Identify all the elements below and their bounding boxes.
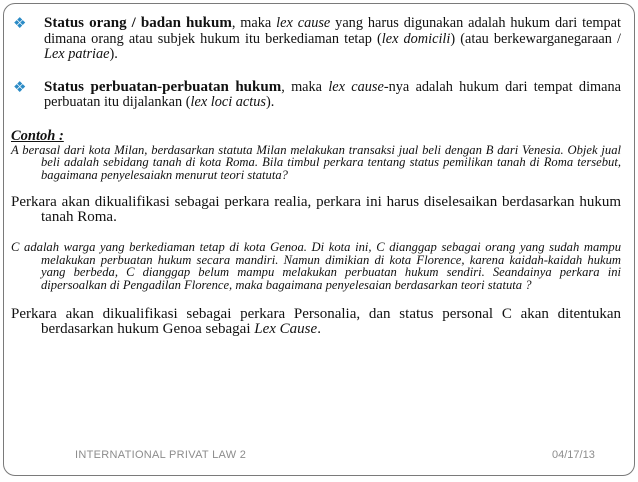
bullet-text: -nya adalah hukum dari tempat dimana perbuatan itu dijalankan ( — [44, 78, 621, 110]
bullet-text: ) (atau berkewarganegaraan / — [450, 30, 621, 47]
bullet-italic: lex loci actus — [190, 94, 266, 110]
bullet-italic: lex cause — [276, 15, 331, 31]
diamond-bullet-icon: ❖ — [13, 14, 27, 32]
slide-content — [11, 16, 621, 337]
footer-title: INTERNATIONAL PRIVAT LAW 2 — [75, 449, 247, 461]
bullet-italic: lex cause — [328, 78, 384, 95]
diamond-bullet-icon: ❖ — [13, 77, 27, 96]
answer-1: Perkara akan dikualifikasi sebagai perkara realia, perkara ini harus diselesaikan berdasarkan hukum tanah Roma. — [11, 193, 621, 225]
answer-2-end: . — [317, 321, 321, 338]
footer-date: 04/17/13 — [552, 449, 595, 461]
contoh-heading: Contoh : — [11, 127, 64, 144]
bullet-text: , maka — [231, 15, 277, 31]
example-1: A berasal dari kota Milan, berdasarkan statuta Milan melakukan transaksi jual beli dengan B dari Venesia. Objek jual beli adalah sebidang tanah di kota Roma. Bila timbul perkara tentang status pemilikan tanah di Roma tersebut, bagaimana penyelesaiakn menurut teori statuta? — [11, 142, 621, 183]
bullet-text: ). — [265, 94, 275, 110]
bullet-text: , maka — [281, 78, 329, 95]
bullet-status-perbuatan — [11, 77, 621, 111]
example-2: C adalah warga yang berkediaman tetap di kota Genoa. Di kota ini, C dianggap sebagai orang yang sudah mampu melakukan perbuatan hukum secara mandiri. Namun dimikian di kota Florence, karena kaidah-kaidah hukum yang berbeda, C dianggap belum mampu melakukan perbuatan hukum sendiri. Seandainya perkara ini dipersoalkan di Pengadilan Florence, maka bagaimana penyelesaian berdasarkan teori statuta ? — [11, 239, 621, 293]
answer-2-italic: Lex Cause — [254, 321, 318, 338]
answer-2-text: Perkara akan dikualifikasi sebagai perkara Personalia, dan status personal C akan ditentukan berdasarkan hukum Genoa sebagai — [11, 306, 621, 338]
slide — [3, 3, 635, 476]
bullet-italic: lex domicili — [381, 30, 451, 47]
bullet-status-orang — [11, 16, 621, 63]
bullet-text: yang harus digunakan adalah hukum dari tempat dimana orang atau subjek hukum itu berkediaman tetap ( — [44, 15, 621, 47]
bullet-bold: Status perbuatan-perbuatan hukum — [44, 78, 282, 95]
bullet-bold: Status orang / badan hukum — [44, 15, 232, 31]
answer-2 — [11, 307, 621, 337]
bullet-text: ). — [109, 46, 118, 62]
bullet-italic: Lex patriae — [44, 46, 110, 62]
